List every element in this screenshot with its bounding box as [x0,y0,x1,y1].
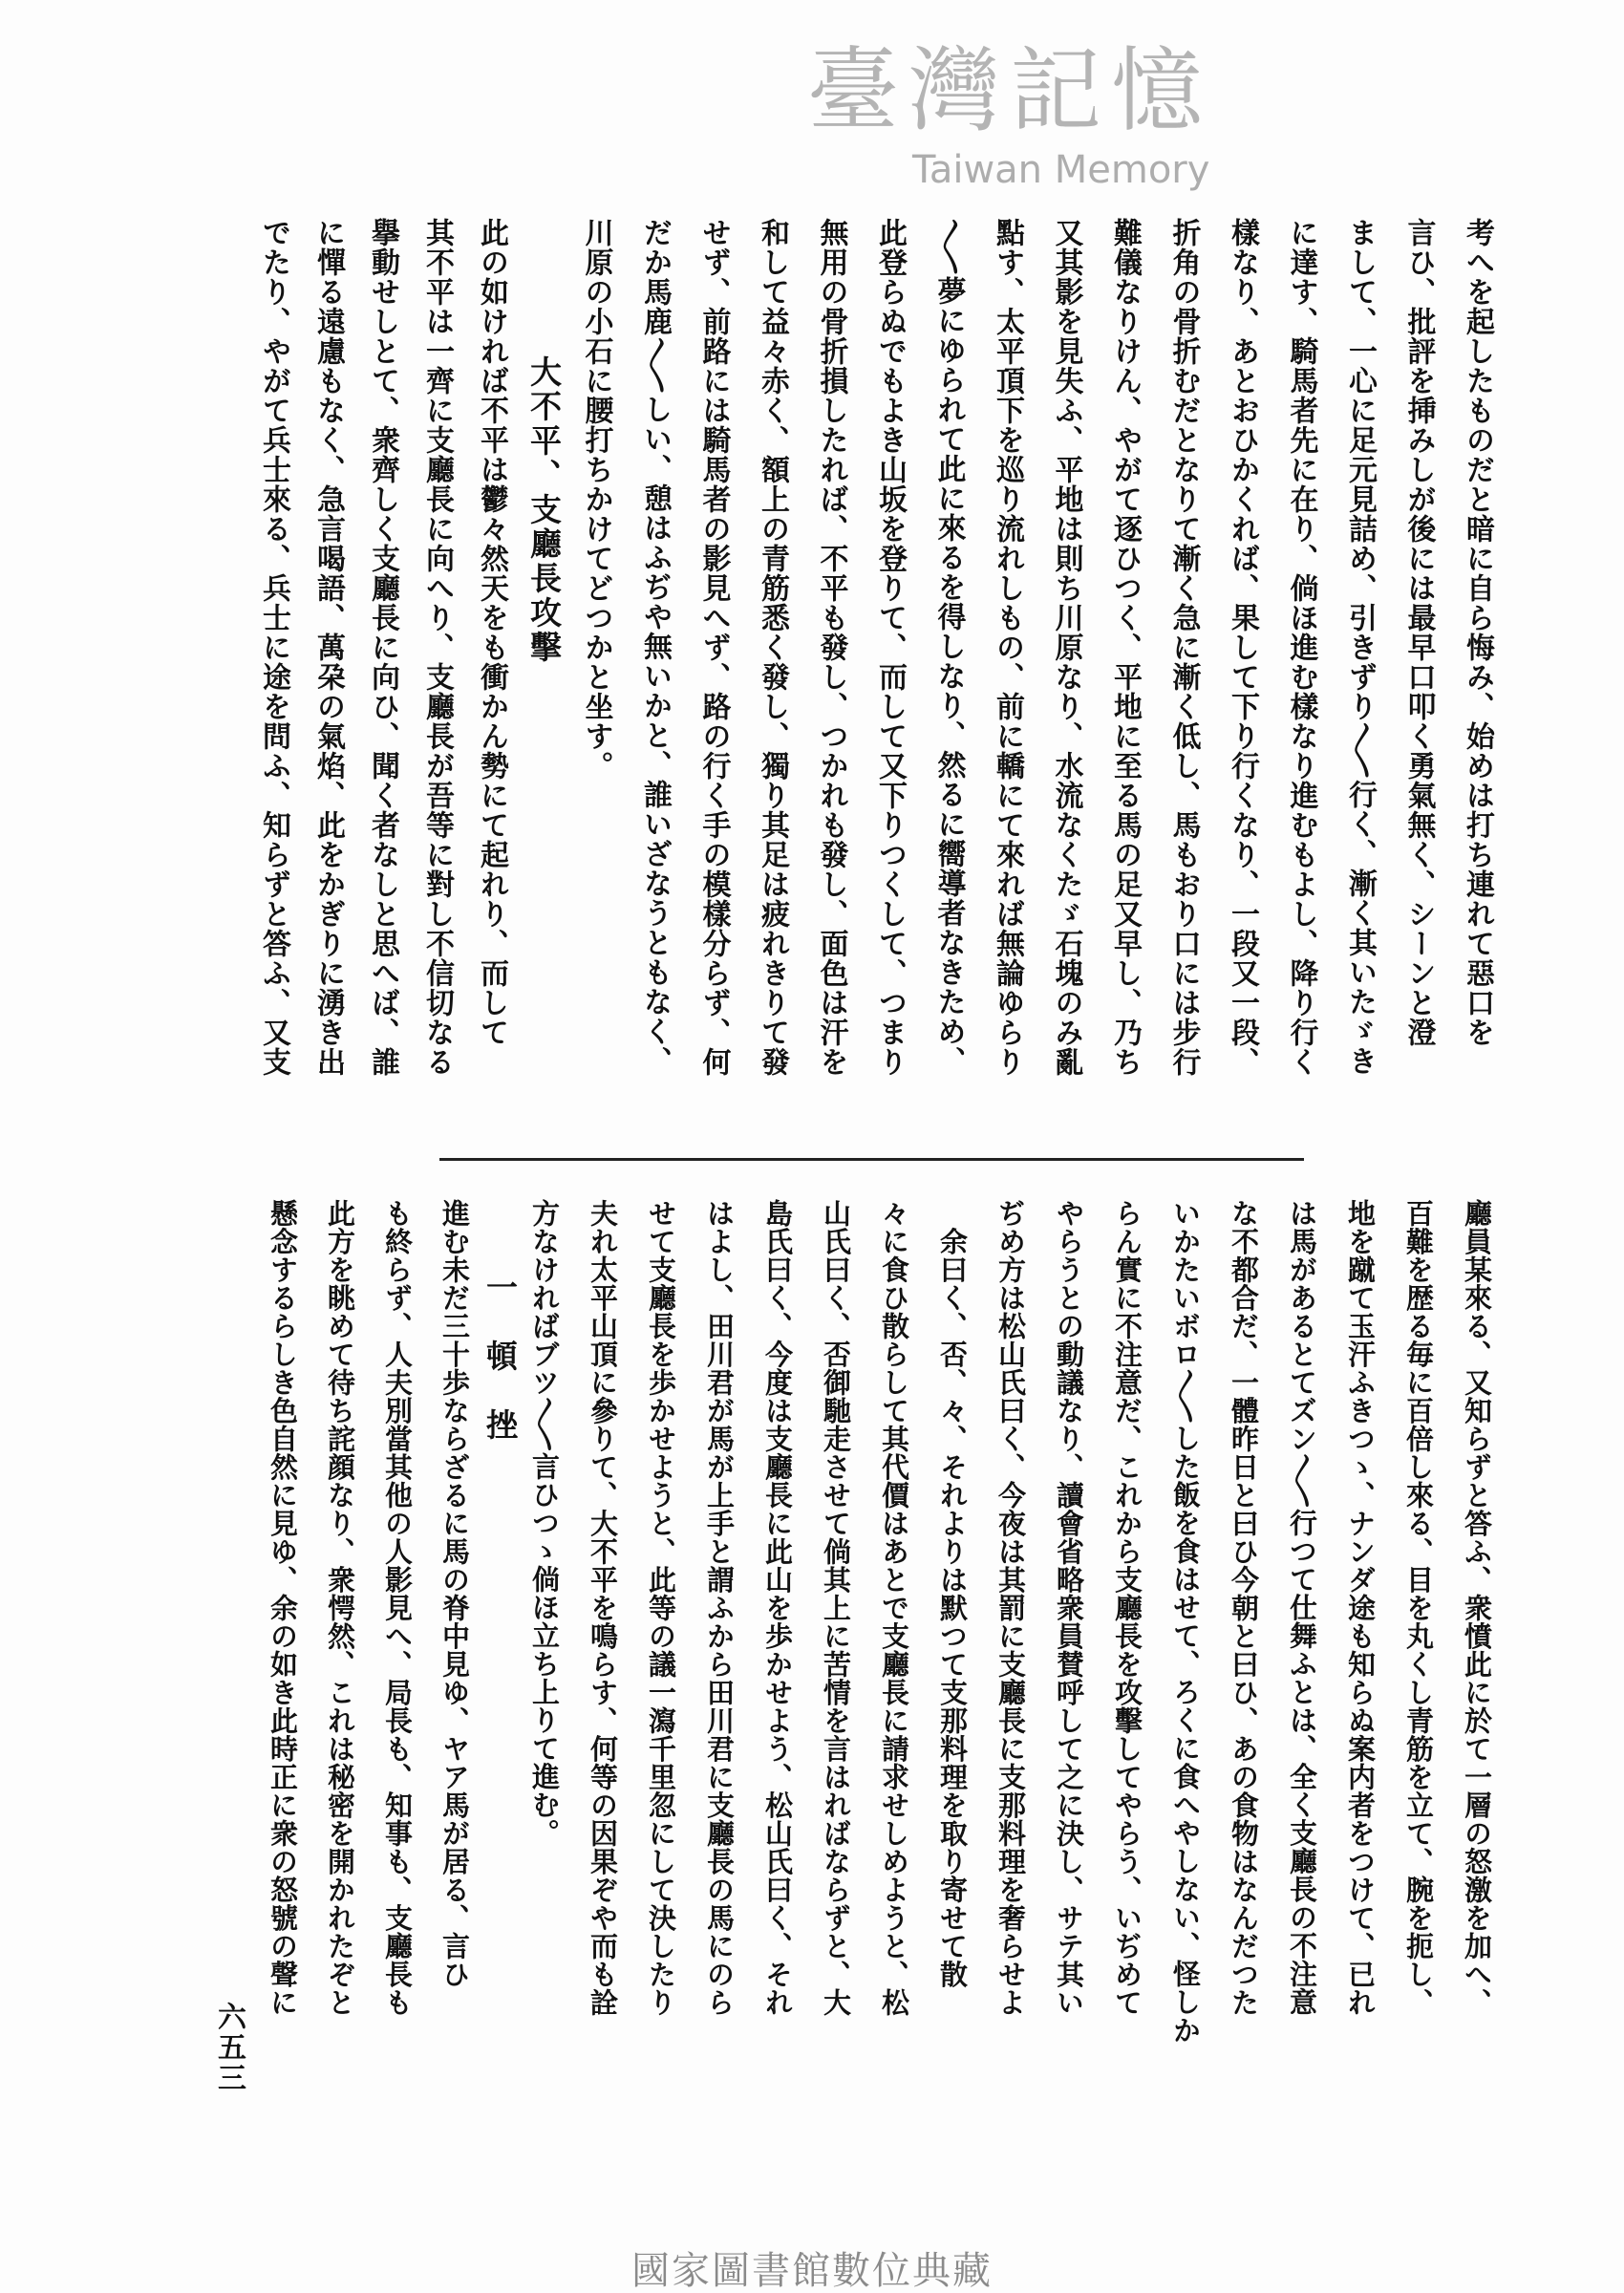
text-column: 廳員某來る、又知らずと答ふ、衆憤此に於て一層の怒激を加へ、 [1461,1199,1493,2017]
text-column: 地を蹴て玉汗ふきつゝ、ナンダ途も知らぬ案内者をつけて、已れ [1344,1199,1377,2017]
section-heading-ichi-tonza: 一 頓 挫 [481,1271,519,1443]
text-column: 此登らぬでもよき山坂を登りて、而して又下りつくして、つまり [873,218,907,1077]
text-column: 進む未だ三十歩ならざるに馬の脊中見ゆ、ヤア馬が居る、言ひ [438,1199,471,1988]
text-column: 此方を眺めて待ち詫顔なり、衆愕然、これは秘密を開かれたぞと [324,1199,356,2017]
text-column: 方なければブツ〳〵言ひつゝ倘ほ立ち上りて進む。 [528,1199,561,1847]
text-column: 考へを起したものだと暗に自ら悔み、始めは打ち連れて惡口を [1461,218,1494,1047]
text-column: やらうとの動議なり、讀會省略衆員賛呼して之に決し、サテ其い [1053,1199,1085,2017]
page-number: 六五三 [212,2002,246,2093]
text-column: 難儀なりけん、やがて逐ひつく、平地に至る馬の足又早し、乃ち [1108,218,1142,1077]
text-column: せず、前路には騎馬者の影見へず、路の行く手の模樣分らず、何 [696,218,731,1077]
text-column: 川原の小石に腰打ちかけてどつかと坐す。 [579,218,613,781]
text-column: 折角の骨折むだとなりて漸く急に漸く低し、馬もおり口には步行 [1166,218,1201,1077]
watermark-main-text: 臺灣記憶 [807,37,1212,144]
text-column: な不都合だ、一體昨日と曰ひ今朝と曰ひ、あの食物はなんだつた [1228,1199,1260,2017]
footer-archive-label: 國家圖書館數位典藏 [631,2249,993,2293]
text-column: 點す、太平頂下を巡り流れしもの、前に轎にて來れば無論ゆらり [991,218,1024,1077]
watermark-logo [807,38,1342,201]
text-column: 言ひ、批評を挿みしが後には最早口叩く勇氣無く、シーンと澄 [1401,218,1436,1047]
text-column: ぢめ方は松山氏曰く、今夜は其罰に支廳長に支那料理を奢らせよ [994,1199,1027,2017]
text-column: まして、一心に足元見詰め、引きずり〳〵行く、漸く其いたゞき [1343,218,1377,1076]
text-column: 夫れ太平山頂に參りて、大不平を鳴らす、何等の因果ぞや而も詮 [587,1199,619,2017]
text-column: 擧動せしとて、衆齊しく支廳長に向ひ、聞く者なしと思へば、誰 [366,218,399,1077]
text-column: 其不平は一齊に支廳長に向へり、支廳長が吾等に對し不信切なる [420,218,454,1077]
text-column: はよし、田川君が馬が上手と謂ふから田川君に支廳長の馬にのら [703,1199,736,2017]
text-column: だか馬鹿〳〵しい、憩はふぢや無いかと、誰いざなうともなく、 [638,218,672,1076]
text-column: いかたいボロ〳〵した飯を食はせて、ろくに食へやしない、怪しか [1169,1199,1202,2045]
text-column: は馬があるとてズン〳〵行つて仕舞ふとは、全く支廳長の不注意 [1286,1199,1318,2016]
text-column: 懸念するらしき色自然に見ゆ、余の如き此時正に衆の怒號の聲に [267,1199,299,2017]
text-column: 余曰く、否、々、それよりは默つて支那料理を取り寄せて散 [936,1199,969,1988]
text-column: 樣なり、あとおひかくれば、果して下り行くなり、一段又一段、 [1226,218,1259,1077]
section-heading-dai-fuhei: 大不平、支廳長攻擊 [525,355,563,665]
watermark-sub-text: Taiwan Memory [912,148,1210,192]
text-column: 百難を歴る毎に百倍し來る、目を丸くし青筋を立て、腕を扼し、 [1402,1199,1435,2017]
text-column: 和して益々赤く、額上の青筋悉く發し、獨り其足は疲れきりて發 [756,218,789,1077]
text-column: らん實に不注意だ、これから支廳長を攻擊してやらう、いぢめて [1111,1199,1143,2017]
text-column: でたり、やがて兵士來る、兵士に途を問ふ、知らずと答ふ、又支 [257,218,290,1077]
text-column: 々に食ひ散らして其代價はあとで支廳長に請求せしめようと、松 [878,1199,910,2017]
text-column: 〳〵夢にゆられて此に來るを得しなり、然るに嚮導者なきため、 [931,218,966,1076]
text-column: 山氏曰く、否御馳走させて倘其上に苦情を言はればならずと、大 [820,1199,852,2017]
text-column: 島氏曰く、今度は支廳長に此山を歩かせよう、松山氏曰く、それ [761,1199,794,2017]
text-column: せて支廳長を歩かせようと、此等の議一瀉千里忽にして決したり [645,1199,677,2017]
text-column: に達す、騎馬者先に在り、倘ほ進む樣なり進むもよし、降り行く [1284,218,1318,1077]
text-column: 此の如ければ不平は鬱々然天をも衝かん勢にて起れり、而して [475,218,508,1047]
text-column: 又其影を見失ふ、平地は則ち川原なり、水流なくたゞ石塊のみ亂 [1049,218,1083,1077]
section-divider [439,1158,1304,1161]
text-column: も終らず、人夫別當其他の人影見へ、局長も、知事も、支廳長も [381,1199,414,2017]
text-column: に憚る遠慮もなく、急言喝語、萬朶の氣焰、此をかぎりに湧き出 [311,218,345,1077]
text-column: 無用の骨折損したれば、不平も發し、つかれも發し、面色は汗を [814,218,848,1077]
